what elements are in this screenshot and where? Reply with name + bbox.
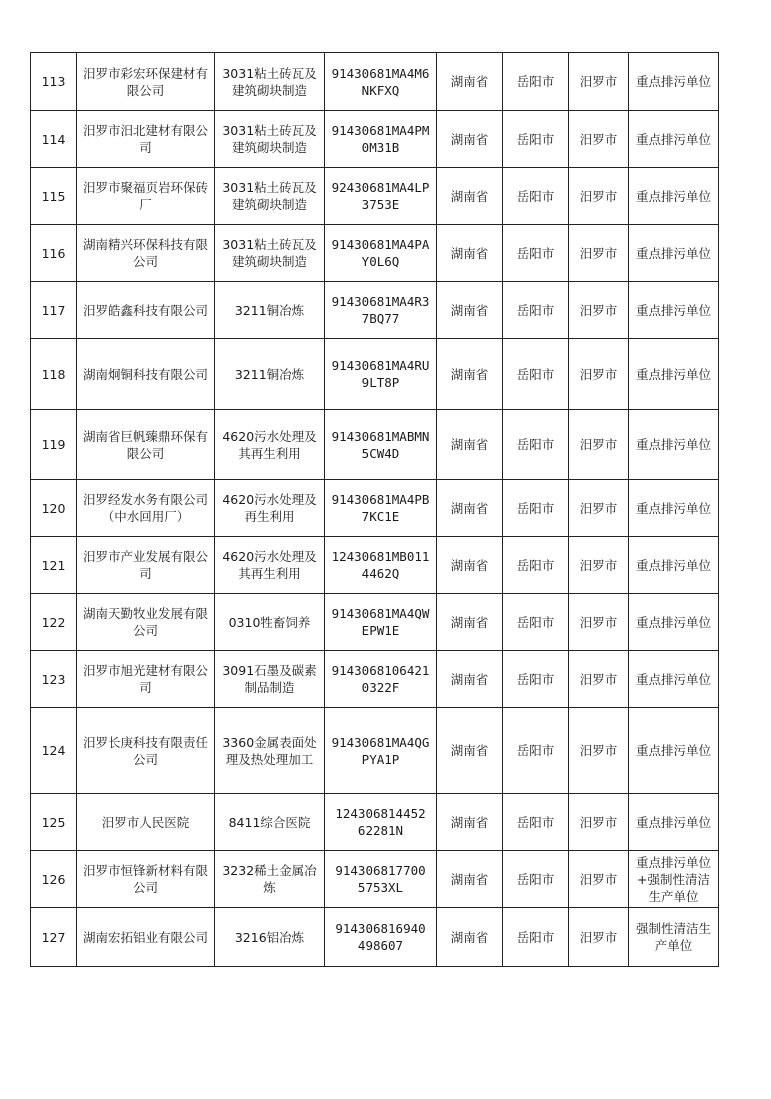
county-cell: 汨罗市 [569,480,629,537]
county-cell: 汨罗市 [569,594,629,651]
industry-type-cell: 4620污水处理及再生利用 [215,480,325,537]
city-cell: 岳阳市 [503,480,569,537]
table-row [31,410,719,480]
county-cell: 汨罗市 [569,851,629,908]
company-name-cell: 汨罗皓鑫科技有限公司 [77,282,215,339]
industry-type-cell: 4620污水处理及其再生利用 [215,537,325,594]
unit-category-cell: 重点排污单位 [629,480,719,537]
table-row [31,908,719,967]
county-cell: 汨罗市 [569,651,629,708]
city-cell: 岳阳市 [503,908,569,967]
province-cell: 湖南省 [437,53,503,111]
industry-type-cell: 3360金属表面处理及热处理加工 [215,708,325,794]
county-cell: 汨罗市 [569,537,629,594]
credit-code-cell: 12430681MB0114462Q [325,537,437,594]
industry-type-cell: 0310牲畜饲养 [215,594,325,651]
city-cell: 岳阳市 [503,651,569,708]
table-row [31,480,719,537]
unit-category-cell: 重点排污单位 [629,708,719,794]
row-number-cell: 123 [31,651,77,708]
company-name-cell: 湖南精兴环保科技有限公司 [77,225,215,282]
row-number-cell: 117 [31,282,77,339]
row-number-cell: 122 [31,594,77,651]
row-number-cell: 125 [31,794,77,851]
table-row [31,111,719,168]
row-number-cell: 127 [31,908,77,967]
unit-category-cell: 重点排污单位+强制性清洁生产单位 [629,851,719,908]
county-cell: 汨罗市 [569,168,629,225]
city-cell: 岳阳市 [503,339,569,410]
table-row [31,708,719,794]
industry-type-cell: 3031粘土砖瓦及建筑砌块制造 [215,225,325,282]
unit-category-cell: 重点排污单位 [629,410,719,480]
table-row [31,851,719,908]
row-number-cell: 113 [31,53,77,111]
row-number-cell: 118 [31,339,77,410]
city-cell: 岳阳市 [503,282,569,339]
row-number-cell: 120 [31,480,77,537]
table-row [31,594,719,651]
unit-category-cell: 重点排污单位 [629,594,719,651]
city-cell: 岳阳市 [503,794,569,851]
industry-type-cell: 3031粘土砖瓦及建筑砌块制造 [215,168,325,225]
credit-code-cell: 91430681MABMN5CW4D [325,410,437,480]
city-cell: 岳阳市 [503,410,569,480]
credit-code-cell: 91430681064210322F [325,651,437,708]
company-name-cell: 湖南天勤牧业发展有限公司 [77,594,215,651]
company-name-cell: 汨罗市旭光建材有限公司 [77,651,215,708]
province-cell: 湖南省 [437,708,503,794]
credit-code-cell: 91430681MA4PB7KC1E [325,480,437,537]
province-cell: 湖南省 [437,851,503,908]
unit-category-cell: 重点排污单位 [629,339,719,410]
province-cell: 湖南省 [437,908,503,967]
county-cell: 汨罗市 [569,908,629,967]
row-number-cell: 114 [31,111,77,168]
province-cell: 湖南省 [437,282,503,339]
company-name-cell: 汨罗市恒锋新材料有限公司 [77,851,215,908]
unit-category-cell: 重点排污单位 [629,282,719,339]
credit-code-cell: 91430681MA4PM0M31B [325,111,437,168]
unit-category-cell: 强制性清洁生产单位 [629,908,719,967]
row-number-cell: 126 [31,851,77,908]
industry-type-cell: 3232稀土金属冶炼 [215,851,325,908]
company-name-cell: 汨罗市人民医院 [77,794,215,851]
county-cell: 汨罗市 [569,111,629,168]
city-cell: 岳阳市 [503,851,569,908]
city-cell: 岳阳市 [503,537,569,594]
city-cell: 岳阳市 [503,53,569,111]
credit-code-cell: 91430681MA4PAY0L6Q [325,225,437,282]
unit-category-cell: 重点排污单位 [629,225,719,282]
credit-code-cell: 91430681MA4QGPYA1P [325,708,437,794]
industry-type-cell: 3031粘土砖瓦及建筑砌块制造 [215,53,325,111]
unit-category-cell: 重点排污单位 [629,53,719,111]
credit-code-cell: 91430681MA4RU9LT8P [325,339,437,410]
table-row [31,651,719,708]
credit-code-cell: 914306816940 498607 [325,908,437,967]
city-cell: 岳阳市 [503,594,569,651]
province-cell: 湖南省 [437,111,503,168]
company-name-cell: 汨罗经发水务有限公司（中水回用厂） [77,480,215,537]
row-number-cell: 124 [31,708,77,794]
unit-category-cell: 重点排污单位 [629,651,719,708]
credit-code-cell: 124306814452 62281N [325,794,437,851]
unit-category-cell: 重点排污单位 [629,168,719,225]
unit-category-cell: 重点排污单位 [629,537,719,594]
province-cell: 湖南省 [437,168,503,225]
province-cell: 湖南省 [437,480,503,537]
industry-type-cell: 3211铜冶炼 [215,339,325,410]
industry-type-cell: 3091石墨及碳素制品制造 [215,651,325,708]
row-number-cell: 115 [31,168,77,225]
unit-category-cell: 重点排污单位 [629,794,719,851]
city-cell: 岳阳市 [503,708,569,794]
credit-code-cell: 91430681MA4QWEPW1E [325,594,437,651]
province-cell: 湖南省 [437,537,503,594]
province-cell: 湖南省 [437,594,503,651]
table-row [31,168,719,225]
table-body [31,53,719,967]
province-cell: 湖南省 [437,225,503,282]
county-cell: 汨罗市 [569,794,629,851]
unit-category-cell: 重点排污单位 [629,111,719,168]
company-name-cell: 汨罗市聚福页岩环保砖厂 [77,168,215,225]
county-cell: 汨罗市 [569,339,629,410]
company-name-cell: 汨罗市汨北建材有限公司 [77,111,215,168]
row-number-cell: 116 [31,225,77,282]
enterprise-table [30,52,719,967]
city-cell: 岳阳市 [503,111,569,168]
industry-type-cell: 3211铜冶炼 [215,282,325,339]
city-cell: 岳阳市 [503,168,569,225]
province-cell: 湖南省 [437,651,503,708]
industry-type-cell: 3031粘土砖瓦及建筑砌块制造 [215,111,325,168]
table-row [31,225,719,282]
company-name-cell: 汨罗长庚科技有限责任公司 [77,708,215,794]
province-cell: 湖南省 [437,794,503,851]
company-name-cell: 汨罗市彩宏环保建材有限公司 [77,53,215,111]
company-name-cell: 湖南炯铜科技有限公司 [77,339,215,410]
company-name-cell: 湖南省巨帆臻鼎环保有限公司 [77,410,215,480]
industry-type-cell: 8411综合医院 [215,794,325,851]
table-row [31,53,719,111]
province-cell: 湖南省 [437,339,503,410]
credit-code-cell: 91430681MA4M6NKFXQ [325,53,437,111]
company-name-cell: 汨罗市产业发展有限公司 [77,537,215,594]
company-name-cell: 湖南宏拓铝业有限公司 [77,908,215,967]
county-cell: 汨罗市 [569,708,629,794]
table-row [31,537,719,594]
table-row [31,282,719,339]
row-number-cell: 121 [31,537,77,594]
industry-type-cell: 4620污水处理及其再生利用 [215,410,325,480]
county-cell: 汨罗市 [569,53,629,111]
table-row [31,339,719,410]
city-cell: 岳阳市 [503,225,569,282]
credit-code-cell: 91430681MA4R37BQ77 [325,282,437,339]
credit-code-cell: 914306817700 5753XL [325,851,437,908]
county-cell: 汨罗市 [569,225,629,282]
table-row [31,794,719,851]
credit-code-cell: 92430681MA4LP3753E [325,168,437,225]
row-number-cell: 119 [31,410,77,480]
industry-type-cell: 3216铝冶炼 [215,908,325,967]
county-cell: 汨罗市 [569,282,629,339]
county-cell: 汨罗市 [569,410,629,480]
province-cell: 湖南省 [437,410,503,480]
